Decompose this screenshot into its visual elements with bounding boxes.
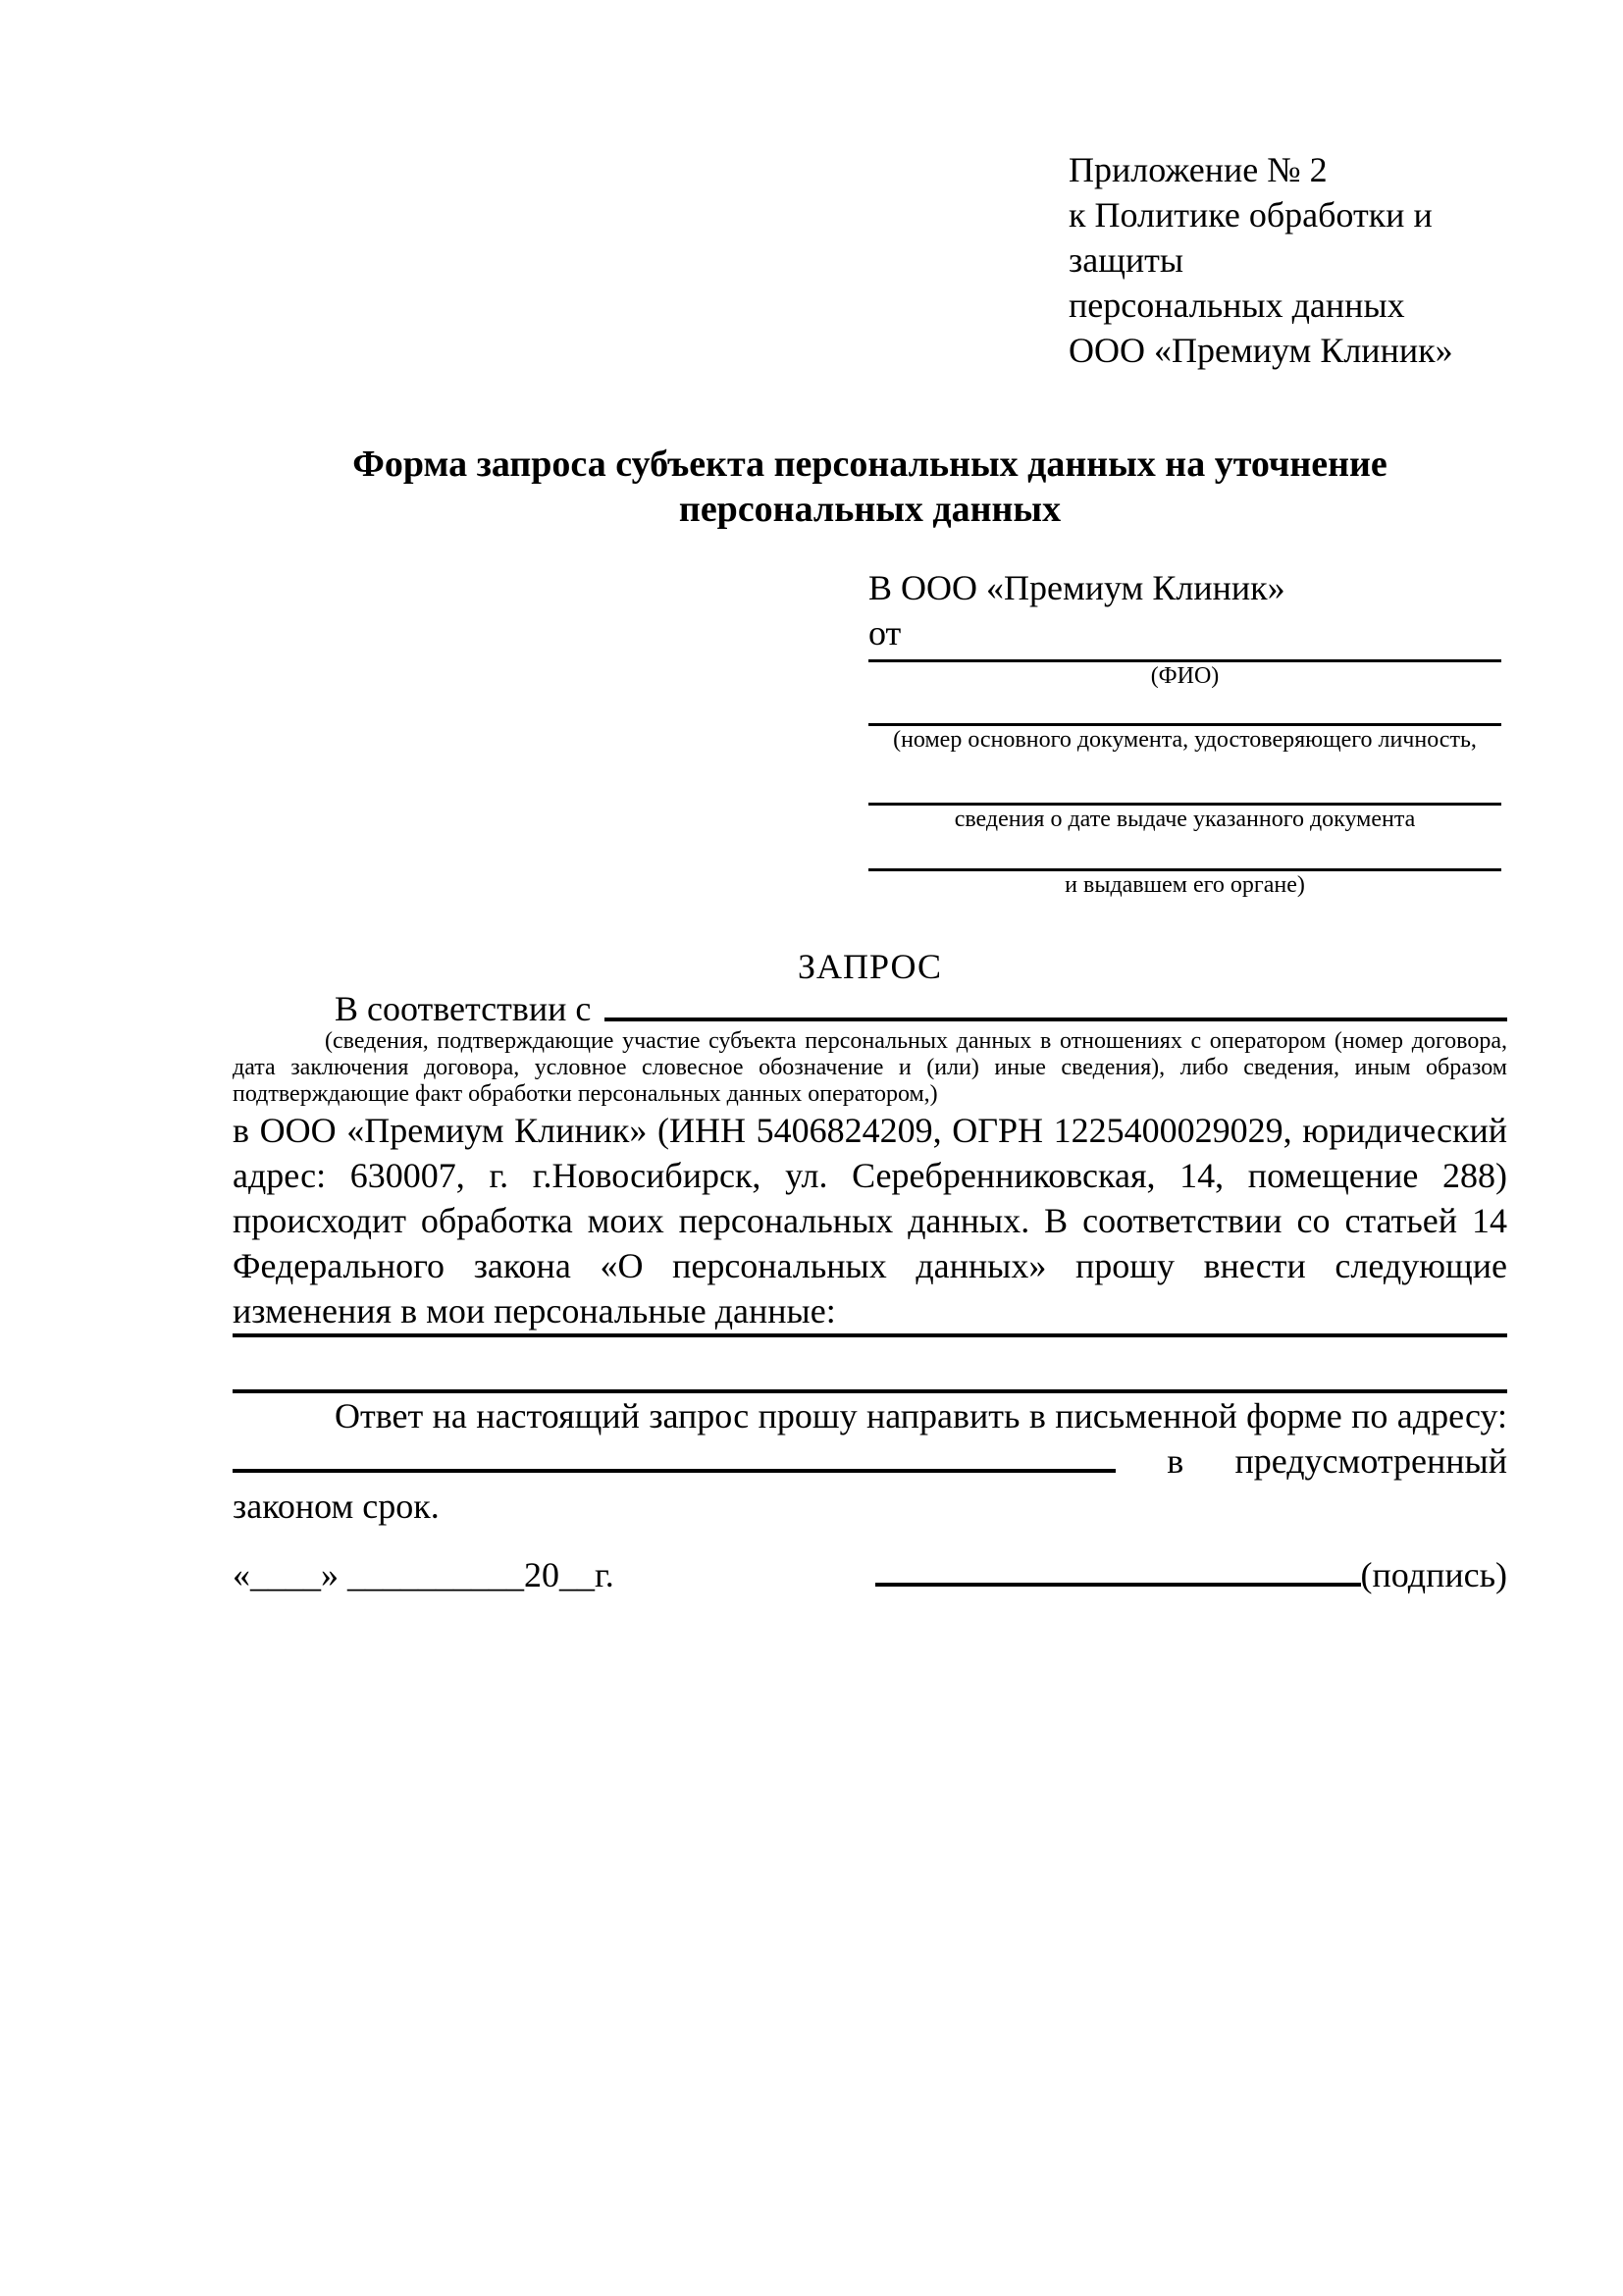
intro-prefix: В соответствии с [335, 989, 592, 1028]
signature-blank-field [875, 1583, 1361, 1587]
appendix-line: ООО «Премиум Клиник» [1069, 331, 1453, 370]
signature-caption: (подпись) [1360, 1555, 1507, 1594]
fio-caption: (ФИО) [1150, 663, 1220, 689]
appendix-line: персональных данных [1069, 286, 1405, 325]
intro-line [233, 989, 1507, 1028]
document-number-blank-field [868, 719, 1501, 726]
issue-date-blank-field [868, 799, 1501, 806]
document-title-line: персональных данных [678, 489, 1062, 530]
appendix-line: к Политике обработки и защиты [1069, 195, 1433, 280]
reply-address-blank-field [233, 1469, 1116, 1473]
appendix-line: Приложение № 2 [1069, 150, 1328, 189]
issuing-authority-caption: и выдавшем его органе) [1065, 872, 1305, 898]
appendix-block [1069, 147, 1507, 373]
request-body-paragraph: в ООО «Премиум Клиник» (ИНН 5406824209, ОГРН 1225400029029, юридический адрес: 630007, г. г.Новосибирск, ул. Серебренниковская, 14, помещение 288) происходит обработка моих персональных данных. В соответствии со статьей 14 Федерального закона «О персональных данных» прошу внести следующие изменения в мои персональные данные: [233, 1111, 1507, 1331]
addressee-from-label: от [868, 613, 902, 652]
addressee-block [868, 565, 1501, 899]
request-heading: ЗАПРОС [798, 947, 942, 986]
reply-address-line [233, 1438, 1507, 1484]
document-title [233, 442, 1507, 532]
issuing-authority-blank-field [868, 864, 1501, 871]
reply-paragraph-line: законом срок. [233, 1487, 440, 1526]
intro-footnote: (сведения, подтверждающие участие субъекта персональных данных в отношениях с оператором (номер договора, дата заключения договора, условное словесное обозначение и (или) иные сведения), либо сведения, иным образом подтверждающие факт обработки персональных данных оператором,) [233, 1028, 1507, 1107]
document-number-caption: (номер основного документа, удостоверяющего личность, [893, 727, 1477, 753]
document-title-line: Форма запроса субъекта персональных данных на уточнение [352, 444, 1387, 485]
signature-area [875, 1552, 1507, 1597]
fio-blank-field [868, 655, 1501, 662]
changes-blank-field [233, 1333, 1507, 1337]
addressee-to: В ООО «Премиум Клиник» [868, 568, 1285, 607]
reply-tail-word: предусмотренный [1234, 1441, 1507, 1481]
intro-blank-field [604, 1018, 1507, 1021]
reply-paragraph-line: Ответ на настоящий запрос прошу направить в письменной форме по адресу: [335, 1396, 1507, 1435]
date-blank-template: «____» __________20__г. [233, 1555, 614, 1594]
footer-row [233, 1552, 1507, 1597]
reply-tail-word: в [1167, 1441, 1184, 1481]
issue-date-caption: сведения о дате выдаче указанного документа [954, 807, 1416, 832]
